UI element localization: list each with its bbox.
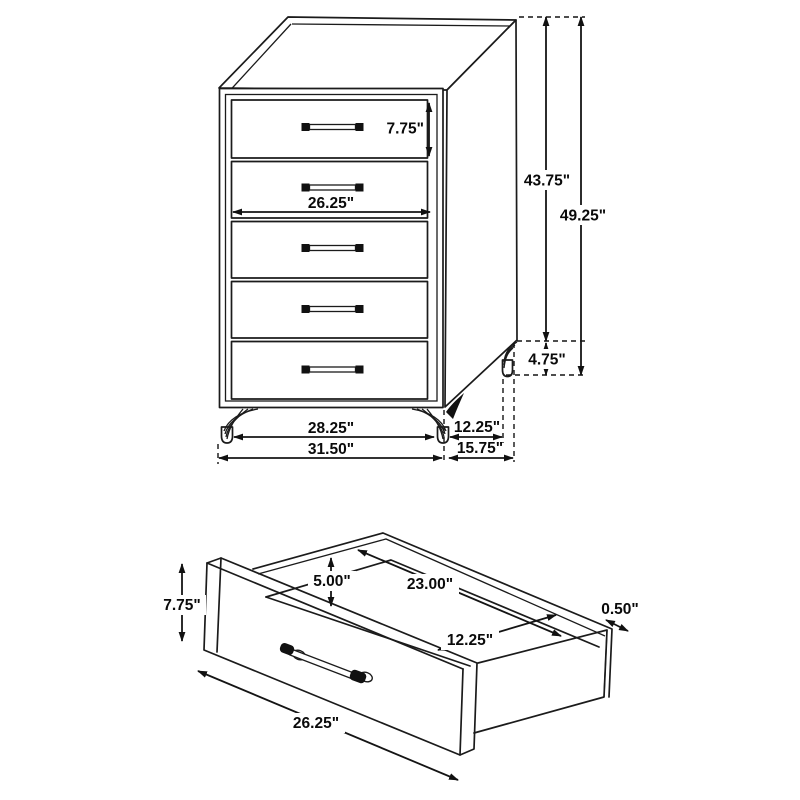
dim-drawer-front-height: 7.75" (163, 597, 201, 614)
dim-chest-drawer-width: 26.25" (307, 195, 355, 212)
dim-chest-overall-width: 31.50" (307, 441, 355, 458)
chest-figure (218, 17, 611, 464)
dim-chest-leg-span-width: 28.25" (307, 420, 355, 437)
dim-chest-case-height: 43.75" (523, 172, 571, 190)
dim-drawer-inner-height: 5.00" (313, 573, 351, 590)
dim-chest-leg-span-depth: 12.25" (453, 419, 501, 436)
dim-chest-overall-height: 49.25" (559, 207, 607, 225)
dim-chest-leg-height: 4.75" (528, 351, 566, 369)
dim-drawer-inner-length: 23.00" (406, 576, 454, 593)
dim-drawer-front-width: 26.25" (292, 715, 340, 732)
drawer-figure (158, 533, 639, 780)
dim-drawer-inner-depth: 12.25" (446, 632, 494, 649)
dim-chest-drawer-height: 7.75" (386, 120, 424, 138)
dim-drawer-panel-thickness: 0.50" (601, 601, 639, 618)
dim-chest-overall-depth: 15.75" (456, 440, 504, 457)
